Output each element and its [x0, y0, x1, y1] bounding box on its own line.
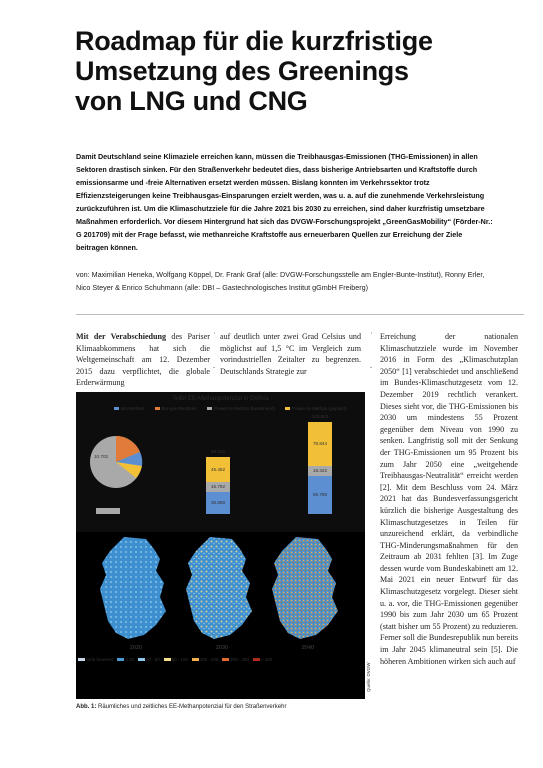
body-column-2: auf deutlich unter zwei Grad Celsius und möglichst auf 1,5 °C im Vergleich zum vorindustriellen Zeitalter zu begrenzen. Deutschlands Strategie zur	[220, 332, 361, 376]
scale-item	[164, 657, 188, 662]
author-line: von: Maximilian Heneka, Wolfgang Köppel, Dr. Frank Graf (alle: DVGW-Forschungsstelle am Engler-Bunte-Institut), Ronny Erler, Nico Steyer & Enrico Schuhmann (alle: DBI – Gastechnologisches Institut gGmbH Freiberg)	[76, 270, 485, 292]
scale-item	[78, 657, 113, 662]
pie-chart	[86, 432, 146, 492]
legend-item	[155, 406, 198, 411]
body-text: des Pariser Klimaabkommens hat sich die Weltgemeinschaft am 12. Dezember 2015 dazu verpflichtet, die globale Erderwärmung	[76, 332, 210, 388]
bar-segment	[96, 508, 120, 514]
legend-item	[207, 406, 275, 411]
body-column-1	[76, 331, 210, 389]
scale-label: 20 - 50	[146, 657, 160, 662]
scale-label: 100 - 200	[199, 657, 219, 662]
map-year-label: 2030	[215, 645, 229, 651]
scale-label: < 20	[125, 657, 135, 662]
title-line: Umsetzung des Greenings	[75, 56, 409, 86]
legend-label: Power-to-Methan (geplant)	[292, 406, 347, 411]
scale-swatch	[192, 658, 199, 661]
bar-total-label: 163.982	[311, 414, 329, 419]
bar-value-label: 18.342	[312, 468, 328, 473]
map-year-label: 2020	[129, 645, 143, 651]
scale-swatch	[117, 658, 124, 661]
column-dots: ˙ .	[370, 331, 373, 370]
figure-title: Teilbt EE-Methanpotenzial in GWh/a	[172, 396, 269, 402]
map-2030	[180, 535, 263, 643]
scale-label: 50 - 100	[171, 657, 188, 662]
body-column-3: Erreichung der nationalen Klimaschutzziele wurde im November 2016 in Form des „Klimaschutzplan 2050“ [1] verabschiedet und anschließend im Bundes-Klimaschutzgesetz vom 12. Dezember 2019 rechtlich verankert. Dieses sieht vor, die THG-Emissionen bis 2030 um mindestens 55 Prozent gegenüber dem Niveau von 1990 zu senken. Langfristig soll mit der Senkung der THG-Emissionen um 95 Prozent bis zum Jahr 2050 eine „weitgehende Treibhausgas-Neutralität“ erreicht werden [2]. Mit dem Beschluss vom 24. März 2021 hat das Bundesverfassungsgericht kürzlich die bisherige Ausgestaltung des Klimaschutzgesetzes in Teilen für unzureichend erklärt, da verbindliche THG-Minderungsmaßnahmen für den Zeitraum ab 2031 fehlten [3]. Im Zuge dessen wurde vom Bundeskabinett am 12. Mai 2021 ein neuer Entwurf für das Klimaschutzgesetz vorgelegt. Dieser sieht u. a. vor, die THG-Emissionen gegenüber 1990 bis zum Jahr 2030 um 65 Prozent (statt bisher um 55 Prozent) zu reduzieren. Ferner soll die Bundesrepublik nun bereits im Jahr 2045 klimaneutral sein [5]. Die höheren Ambitionen wirken sich auch auf	[380, 332, 518, 666]
bar-value-label: 16.792	[210, 484, 226, 489]
legend-swatch	[207, 407, 212, 410]
map-scale-legend	[78, 657, 272, 662]
article-title	[75, 26, 515, 116]
bar-value-label: 66.796	[312, 492, 328, 497]
scale-item	[222, 657, 249, 662]
scale-swatch	[138, 658, 145, 661]
legend-label: Power-to-Methan (bestehend)	[214, 406, 276, 411]
map-2020	[94, 535, 177, 643]
figure-source: Quelle: DVGW	[366, 662, 371, 692]
map-2040	[266, 535, 349, 643]
scale-label: > 400	[260, 657, 273, 662]
chart-legend	[114, 406, 347, 411]
legend-label: Bio-gas-Restmen	[161, 406, 197, 411]
legend-swatch	[285, 407, 290, 410]
bar-value-label: 78.844	[312, 441, 328, 446]
map-year-label: 2040	[301, 645, 315, 651]
column-dots: ˙ .	[213, 331, 216, 370]
legend-swatch	[155, 407, 160, 410]
scale-label: nicht bewertet	[86, 657, 114, 662]
figure-caption	[76, 704, 366, 710]
scale-item	[253, 657, 272, 662]
lead-paragraph: Damit Deutschland seine Klimaziele erreichen kann, müssen die Treibhausgas-Emissionen (THG-Emissionen) in allen Sektoren drastisch sinken. Für den Straßenverkehr bedeutet dies, dass bisherige Antriebsarten und Kraftstoffe durch emissionsarme und -freie Alternativen ersetzt werden müssen. Bislang konnten im Verkehrssektor trotz Effizienzsteigerungen keine Treibhausgas-Einsparungen erzielt werden, was u. a. auf die zunehmende Verkehrsleistung zurückzuführen ist. Um die Klimaschutzziele für die Jahre 2021 bis 2030 zu erreichen, sind daher kurzfristig umsetzbare Maßnahmen erforderlich. Vor diesem Hintergrund hat sich das DVGW-Forschungsprojekt „GreenGasMobility“ (Förder-Nr.: G 201709) mit der Frage befasst, wie methanreiche Kraftstoffe aus erneuerbaren Quellen zur Erreichung der Ziele beitragen können.	[76, 152, 493, 252]
scale-swatch	[78, 658, 85, 661]
caption-text: Räumliches und zeitliches EE-Methanpotenzial für den Straßenverkehr	[96, 704, 287, 710]
scale-swatch	[164, 658, 171, 661]
bar-value-label: 35.858	[210, 500, 226, 505]
figure	[76, 392, 365, 699]
bar-total-label: 99.102	[210, 449, 226, 454]
legend-swatch	[114, 407, 119, 410]
lead-in: Mit der Verabschiedung	[76, 332, 167, 341]
title-line: Roadmap für die kurzfristige	[75, 26, 433, 56]
pie-label: 10.702	[94, 454, 109, 459]
legend-item	[114, 406, 145, 411]
bar-value-label: 46.452	[210, 466, 226, 472]
scale-swatch	[253, 658, 260, 661]
divider	[76, 314, 524, 315]
scale-item	[138, 657, 160, 662]
scale-item	[192, 657, 219, 662]
legend-label: Bio-Methan	[121, 406, 145, 411]
scale-item	[117, 657, 134, 662]
legend-item	[285, 406, 347, 411]
caption-label: Abb. 1:	[76, 704, 97, 710]
scale-swatch	[222, 658, 229, 661]
scale-label: 200 - 400	[230, 657, 249, 662]
title-line: von LNG und CNG	[75, 86, 308, 116]
